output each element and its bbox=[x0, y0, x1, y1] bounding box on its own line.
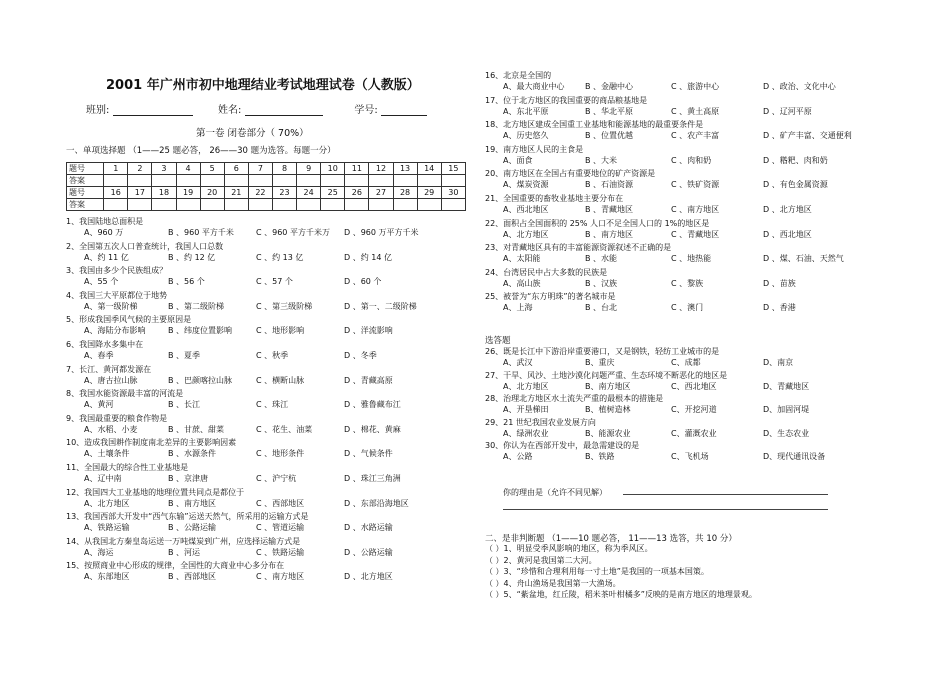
id-field[interactable] bbox=[381, 115, 427, 116]
answer-cell[interactable] bbox=[297, 175, 321, 187]
answer-cell[interactable] bbox=[272, 175, 296, 187]
table-cell: 2 bbox=[128, 163, 152, 175]
name-field[interactable] bbox=[245, 115, 323, 116]
judgment-item[interactable]: （ ）4、舟山渔场是我国第一大渔场。 bbox=[485, 578, 621, 588]
answer-option[interactable]: B 、约 12 亿 bbox=[168, 252, 216, 262]
answer-option[interactable]: D 、东部沿海地区 bbox=[344, 498, 409, 508]
answer-option[interactable]: C 、南方地区 bbox=[671, 205, 720, 214]
answer-option[interactable]: C、飞机场 bbox=[671, 452, 709, 461]
answer-option[interactable]: C 、第三级阶梯 bbox=[256, 301, 313, 311]
answer-option[interactable]: A、西北地区 bbox=[503, 205, 549, 214]
answer-option[interactable]: B 、河运 bbox=[168, 547, 201, 557]
table-cell: 11 bbox=[345, 163, 369, 175]
answer-option[interactable]: A、开垦梯田 bbox=[503, 405, 549, 414]
answer-option[interactable]: A、土壤条件 bbox=[84, 449, 130, 459]
question-text: 3、我国由多少个民族组成？ bbox=[66, 266, 168, 276]
table-cell: 25 bbox=[321, 187, 345, 199]
answer-option[interactable]: C、开挖河道 bbox=[671, 405, 717, 414]
answer-option[interactable]: B 、夏季 bbox=[168, 351, 201, 360]
question-text: 9、我国最重要的粮食作物是 bbox=[66, 413, 168, 423]
judgment-item[interactable]: （ ）1、明显受季风影响的地区，称为季风区。 bbox=[485, 544, 653, 553]
answer-option[interactable]: B、铁路 bbox=[585, 452, 615, 461]
table-cell: 14 bbox=[417, 163, 441, 175]
answer-option[interactable]: A、煤炭资源 bbox=[503, 180, 549, 190]
question-text: 29、21 世纪我国农业发展方向 bbox=[485, 417, 596, 427]
answer-cell[interactable] bbox=[321, 199, 345, 211]
answer-option[interactable]: C 、管道运输 bbox=[256, 523, 305, 533]
answer-option[interactable]: D、现代通讯设备 bbox=[763, 452, 826, 461]
answer-option[interactable]: B 、水能 bbox=[585, 254, 618, 264]
answer-option[interactable]: A、海陆分布影响 bbox=[84, 326, 146, 336]
answer-option[interactable]: C 、农产丰富 bbox=[671, 131, 720, 141]
table-cell: 7 bbox=[248, 163, 272, 175]
table-cell: 3 bbox=[152, 163, 176, 175]
answer-option[interactable]: A、武汉 bbox=[503, 358, 533, 367]
answer-cell[interactable] bbox=[417, 175, 441, 187]
answer-option[interactable]: D 、公路运输 bbox=[344, 547, 393, 557]
answer-option[interactable]: D 、青藏高原 bbox=[344, 375, 393, 385]
question-text: 17、位于北方地区的我国重要的商品粮基地是 bbox=[485, 95, 648, 105]
answer-option[interactable]: D 、洋流影响 bbox=[344, 326, 393, 336]
answer-option[interactable]: B、重庆 bbox=[585, 358, 615, 367]
answer-option[interactable]: D 、矿产丰富、交通便利 bbox=[763, 131, 852, 141]
answer-option[interactable]: D 、960 万平方千米 bbox=[344, 228, 419, 237]
answer-option[interactable]: C 、澳门 bbox=[671, 303, 704, 313]
table-cell: 8 bbox=[272, 163, 296, 175]
table-cell: 26 bbox=[345, 187, 369, 199]
answer-option[interactable]: D 、气候条件 bbox=[344, 449, 393, 459]
answer-option[interactable]: C 、铁矿资源 bbox=[671, 180, 720, 190]
answer-option[interactable]: D 、冬季 bbox=[344, 351, 377, 360]
answer-option[interactable]: D 、水路运输 bbox=[344, 523, 393, 533]
table-cell: 10 bbox=[321, 163, 345, 175]
answer-option[interactable]: C 、约 13 亿 bbox=[256, 252, 304, 262]
judgment-item[interactable]: （ ）3、“珍惜和合理利用每一寸土地”是我国的一项基本国策。 bbox=[485, 567, 709, 576]
answer-cell[interactable] bbox=[176, 199, 200, 211]
answer-option[interactable]: A、海运 bbox=[84, 547, 114, 557]
answer-option[interactable]: B 、金融中心 bbox=[585, 82, 634, 91]
judgment-item[interactable]: （ ）5、“紫盆地，红丘陵，稻米茶叶柑橘多”反映的是南方地区的地理景观。 bbox=[485, 590, 757, 599]
answer-cell[interactable] bbox=[393, 175, 417, 187]
answer-option[interactable]: B 、大米 bbox=[585, 155, 618, 165]
answer-cell[interactable] bbox=[104, 175, 128, 187]
table-cell: 21 bbox=[224, 187, 248, 199]
answer-option[interactable]: A、水稻、小麦 bbox=[84, 424, 138, 434]
table-cell: 6 bbox=[224, 163, 248, 175]
answer-option[interactable]: B 、青藏地区 bbox=[585, 205, 634, 214]
table-row bbox=[67, 163, 466, 175]
answer-cell[interactable] bbox=[369, 199, 393, 211]
answer-cell[interactable] bbox=[248, 175, 272, 187]
answer-cell[interactable] bbox=[297, 199, 321, 211]
table-cell: 题号 bbox=[67, 187, 104, 199]
answer-option[interactable]: B、能源农业 bbox=[585, 428, 631, 438]
answer-cell[interactable] bbox=[441, 175, 465, 187]
answer-option[interactable]: D 、棉花、黄麻 bbox=[344, 424, 401, 434]
table-cell: 18 bbox=[152, 187, 176, 199]
answer-option[interactable]: A、北方地区 bbox=[84, 498, 130, 508]
answer-cell[interactable] bbox=[369, 175, 393, 187]
section-heading-2: 二、是非判断题 （1——10 题必答， 11——13 选答，共 10 分） bbox=[485, 534, 737, 544]
answer-cell[interactable] bbox=[224, 199, 248, 211]
answer-cell[interactable] bbox=[128, 175, 152, 187]
question-text: 2、全国第五次人口普查统计，我国人口总数 bbox=[66, 241, 224, 251]
answer-option[interactable]: A、太阳能 bbox=[503, 254, 541, 264]
answer-option[interactable]: A、绿洲农业 bbox=[503, 428, 549, 438]
answer-option[interactable]: D 、北方地区 bbox=[763, 205, 812, 214]
answer-option[interactable]: B 、京津唐 bbox=[168, 474, 209, 483]
answer-option[interactable]: B 、第二级阶梯 bbox=[168, 301, 225, 311]
answer-option[interactable]: A、东部地区 bbox=[84, 572, 130, 582]
answer-cell[interactable] bbox=[345, 199, 369, 211]
answer-option[interactable]: B 、位置优越 bbox=[585, 131, 634, 141]
answer-option[interactable]: A、上海 bbox=[503, 303, 533, 313]
table-cell: 30 bbox=[441, 187, 465, 199]
answer-option[interactable]: A、辽中南 bbox=[84, 474, 122, 483]
answer-option[interactable]: D 、西北地区 bbox=[763, 229, 812, 239]
answer-option[interactable]: B 、56 个 bbox=[168, 277, 205, 287]
answer-option[interactable]: C 、地热能 bbox=[671, 254, 712, 264]
answer-option[interactable]: B 、西部地区 bbox=[168, 572, 217, 582]
answer-option[interactable]: B 、汉族 bbox=[585, 278, 618, 288]
answer-option[interactable]: A、960 万 bbox=[84, 228, 124, 237]
answer-option[interactable]: B 、南方地区 bbox=[585, 229, 634, 239]
question-text: 23、对青藏地区具有的丰富能源资源叙述不正确的是 bbox=[485, 243, 672, 253]
answer-option[interactable]: B 、长江 bbox=[168, 400, 201, 410]
answer-option[interactable]: A、东北平原 bbox=[503, 106, 549, 116]
answer-cell[interactable] bbox=[152, 175, 176, 187]
question-text: 8、我国水能资源最丰富的河流是 bbox=[66, 389, 184, 399]
answer-option[interactable]: D、南京 bbox=[763, 358, 794, 367]
judgment-item[interactable]: （ ）2、黄河是我国第二大河。 bbox=[485, 555, 597, 565]
answer-option[interactable]: C、成都 bbox=[671, 358, 701, 367]
question-text: 21、全国重要的畜牧业基地主要分布在 bbox=[485, 194, 624, 203]
answer-option[interactable]: A、北方地区 bbox=[503, 381, 549, 391]
answer-option[interactable]: D 、辽河平原 bbox=[763, 106, 812, 116]
answer-option[interactable]: C 、57 个 bbox=[256, 277, 293, 287]
answer-cell[interactable] bbox=[441, 199, 465, 211]
question-text: 18、北方地区建成全国重工业基地和能源基地的最重要条件是 bbox=[485, 120, 704, 130]
answer-option[interactable]: C 、地形影响 bbox=[256, 326, 305, 336]
answer-option[interactable]: D 、约 14 亿 bbox=[344, 252, 392, 262]
answer-option[interactable]: A、第一级阶梯 bbox=[84, 301, 138, 311]
question-text: 5、形成我国季风气候的主要原因是 bbox=[66, 315, 192, 325]
question-text: 6、我国降水多集中在 bbox=[66, 340, 144, 349]
answer-option[interactable]: A、面食 bbox=[503, 155, 533, 165]
answer-option[interactable]: B 、纬度位置影响 bbox=[168, 326, 233, 336]
question-text: 11、全国最大的综合性工业基地是 bbox=[66, 463, 189, 472]
answer-option[interactable]: D 、糌粑、肉和奶 bbox=[763, 155, 828, 165]
question-text: 14、从我国北方秦皇岛运送一万吨煤炭到广州，应选择运输方式是 bbox=[66, 536, 301, 546]
table-cell: 题号 bbox=[67, 163, 104, 175]
table-cell: 答案 bbox=[67, 199, 104, 211]
question-text: 20、南方地区在全国占有重要地位的矿产资源是 bbox=[485, 169, 656, 179]
elective-heading: 选答题 bbox=[485, 336, 511, 346]
question-text: 7、长江、黄河都发源在 bbox=[66, 364, 152, 374]
answer-option[interactable]: C 、肉和奶 bbox=[671, 155, 712, 165]
answer-option[interactable]: D 、有色金属资源 bbox=[763, 180, 828, 190]
question-text: 12、我国四大工业基地的地理位置共同点是都位于 bbox=[66, 487, 245, 497]
answer-option[interactable]: B 、台北 bbox=[585, 303, 618, 313]
answer-option[interactable]: D、生态农业 bbox=[763, 428, 810, 438]
answer-option[interactable]: D 、政治、文化中心 bbox=[763, 82, 836, 91]
table-cell: 12 bbox=[369, 163, 393, 175]
answer-option[interactable]: C 、铁路运输 bbox=[256, 547, 305, 557]
answer-cell[interactable] bbox=[152, 199, 176, 211]
section-heading-1: 一、单项选择题 （1——25 题必答， 26——30 题为选答。每题一分） bbox=[66, 146, 336, 156]
question-text: 28、治理北方地区水土流失严重的最根本的措施是 bbox=[485, 394, 664, 403]
answer-option[interactable]: A、春季 bbox=[84, 351, 114, 360]
table-cell: 5 bbox=[200, 163, 224, 175]
answer-cell[interactable] bbox=[128, 199, 152, 211]
table-cell: 23 bbox=[272, 187, 296, 199]
answer-option[interactable]: C 、南方地区 bbox=[256, 572, 305, 582]
answer-table bbox=[66, 162, 466, 211]
answer-option[interactable]: B、南方地区 bbox=[585, 381, 631, 391]
answer-option[interactable]: D 、香港 bbox=[763, 303, 796, 313]
answer-option[interactable]: B 、甘蔗、甜菜 bbox=[168, 424, 225, 434]
answer-option[interactable]: A、高山族 bbox=[503, 278, 541, 288]
answer-option[interactable]: C 、沪宁杭 bbox=[256, 474, 297, 483]
student-info bbox=[86, 101, 456, 116]
answer-option[interactable]: A、历史悠久 bbox=[503, 131, 549, 141]
class-label: 班别: bbox=[86, 105, 110, 116]
answer-option[interactable]: C 、西部地区 bbox=[256, 498, 305, 508]
answer-option[interactable]: C 、旅游中心 bbox=[671, 82, 720, 91]
answer-option[interactable]: C、灌溉农业 bbox=[671, 428, 717, 438]
table-cell: 20 bbox=[200, 187, 224, 199]
table-cell: 17 bbox=[128, 187, 152, 199]
table-cell: 22 bbox=[248, 187, 272, 199]
class-field[interactable] bbox=[113, 115, 193, 116]
table-cell: 9 bbox=[297, 163, 321, 175]
table-cell: 29 bbox=[417, 187, 441, 199]
answer-option[interactable]: A、约 11 亿 bbox=[84, 252, 129, 262]
table-cell: 13 bbox=[393, 163, 417, 175]
answer-option[interactable]: D、青藏地区 bbox=[763, 381, 810, 391]
reason-label: 你的理由是（允许不同见解） bbox=[503, 488, 607, 497]
answer-cell[interactable] bbox=[345, 175, 369, 187]
answer-option[interactable]: C 、960 平方千米万 bbox=[256, 228, 330, 237]
answer-option[interactable]: D 、煤、石油、天然气 bbox=[763, 254, 844, 264]
table-cell: 16 bbox=[104, 187, 128, 199]
answer-option[interactable]: B 、南方地区 bbox=[168, 498, 217, 508]
answer-option[interactable]: C 、秋季 bbox=[256, 351, 289, 360]
answer-option[interactable]: C 、横断山脉 bbox=[256, 375, 305, 385]
answer-option[interactable]: A、最大商业中心 bbox=[503, 82, 565, 91]
answer-option[interactable]: C 、珠江 bbox=[256, 400, 289, 410]
answer-option[interactable]: C、西北地区 bbox=[671, 381, 717, 391]
answer-cell[interactable] bbox=[224, 175, 248, 187]
table-cell: 19 bbox=[176, 187, 200, 199]
answer-cell[interactable] bbox=[248, 199, 272, 211]
question-text: 24、台湾居民中占大多数的民族是 bbox=[485, 267, 608, 277]
reason-line-1[interactable] bbox=[623, 494, 828, 495]
answer-option[interactable]: D 、苗族 bbox=[763, 278, 796, 288]
answer-option[interactable]: A、铁路运输 bbox=[84, 523, 130, 533]
answer-option[interactable]: B 、960 平方千米 bbox=[168, 228, 234, 237]
table-cell: 1 bbox=[104, 163, 128, 175]
answer-cell[interactable] bbox=[200, 175, 224, 187]
question-text: 30、你认为在西部开发中，最急需建设的是 bbox=[485, 441, 640, 450]
question-text: 1、我国陆地总面积是 bbox=[66, 217, 144, 226]
question-text: 19、南方地区人民的主食是 bbox=[485, 144, 584, 154]
question-text: 15、按照商业中心形成的规律，全国性的大商业中心多分布在 bbox=[66, 561, 285, 571]
answer-option[interactable]: B 、华北平原 bbox=[585, 106, 634, 116]
answer-option[interactable]: B、植树造林 bbox=[585, 405, 631, 414]
table-cell: 15 bbox=[441, 163, 465, 175]
answer-option[interactable]: B 、石油资源 bbox=[585, 180, 634, 190]
answer-option[interactable]: D 、珠江三角洲 bbox=[344, 474, 401, 483]
answer-cell[interactable] bbox=[272, 199, 296, 211]
answer-cell[interactable] bbox=[393, 199, 417, 211]
answer-option[interactable]: C 、花生、油菜 bbox=[256, 424, 313, 434]
table-cell: 4 bbox=[176, 163, 200, 175]
table-cell: 答案 bbox=[67, 175, 104, 187]
answer-cell[interactable] bbox=[104, 199, 128, 211]
table-row bbox=[67, 187, 466, 199]
answer-option[interactable]: B 、水源条件 bbox=[168, 449, 217, 459]
answer-option[interactable]: A、黄河 bbox=[84, 400, 114, 410]
question-text: 13、我国西部大开发中“西气东输”运送天然气，所采用的运输方式是 bbox=[66, 512, 309, 522]
table-cell: 24 bbox=[297, 187, 321, 199]
answer-option[interactable]: A、公路 bbox=[503, 452, 533, 461]
question-text: 27、干旱、风沙、土地沙漠化问题严重、生态环境不断恶化的地区是 bbox=[485, 370, 728, 380]
answer-option[interactable]: D 、60 个 bbox=[344, 277, 382, 287]
table-row bbox=[67, 199, 466, 211]
answer-option[interactable]: D 、北方地区 bbox=[344, 572, 393, 582]
answer-option[interactable]: A、55 个 bbox=[84, 277, 119, 287]
question-text: 26、既是长江中下游沿岸重要港口，又是钢铁，轻纺工业城市的是 bbox=[485, 347, 720, 356]
answer-option[interactable]: D 、雅鲁藏布江 bbox=[344, 400, 401, 410]
id-label: 学号: bbox=[354, 105, 378, 116]
table-cell: 27 bbox=[369, 187, 393, 199]
question-text: 25、被誉为“东方明珠”的著名城市是 bbox=[485, 292, 616, 302]
question-text: 16、北京是全国的 bbox=[485, 71, 552, 80]
name-label: 姓名: bbox=[218, 105, 242, 116]
answer-cell[interactable] bbox=[417, 199, 441, 211]
question-text: 4、我国三大平原都位于地势 bbox=[66, 290, 168, 300]
answer-option[interactable]: C 、黎族 bbox=[671, 278, 704, 288]
answer-option[interactable]: B 、公路运输 bbox=[168, 523, 217, 533]
reason-line-2[interactable] bbox=[503, 509, 828, 510]
answer-option[interactable]: A、北方地区 bbox=[503, 229, 549, 239]
answer-option[interactable]: D 、第一、二级阶梯 bbox=[344, 301, 417, 311]
table-cell: 28 bbox=[393, 187, 417, 199]
table-row bbox=[67, 175, 466, 187]
answer-option[interactable]: A、唐古拉山脉 bbox=[84, 375, 138, 385]
answer-cell[interactable] bbox=[200, 199, 224, 211]
answer-cell[interactable] bbox=[321, 175, 345, 187]
answer-cell[interactable] bbox=[176, 175, 200, 187]
question-text: 22、面积占全国面积的 25% 人口不足全国人口的 1%的地区是 bbox=[485, 218, 710, 228]
answer-option[interactable]: C 、地形条件 bbox=[256, 449, 305, 459]
part-heading: 第一卷 闭卷部分（ 70%） bbox=[196, 128, 309, 139]
answer-option[interactable]: D、加固河堤 bbox=[763, 405, 810, 414]
question-text: 10、造成我国耕作制度南北差异的主要影响因素 bbox=[66, 438, 237, 448]
answer-option[interactable]: C 、黄土高原 bbox=[671, 106, 720, 116]
answer-option[interactable]: C 、青藏地区 bbox=[671, 229, 720, 239]
answer-option[interactable]: B 、巴颜喀拉山脉 bbox=[168, 375, 233, 385]
page-title: 2001 年广州市初中地理结业考试地理试卷（人教版） bbox=[106, 78, 420, 93]
